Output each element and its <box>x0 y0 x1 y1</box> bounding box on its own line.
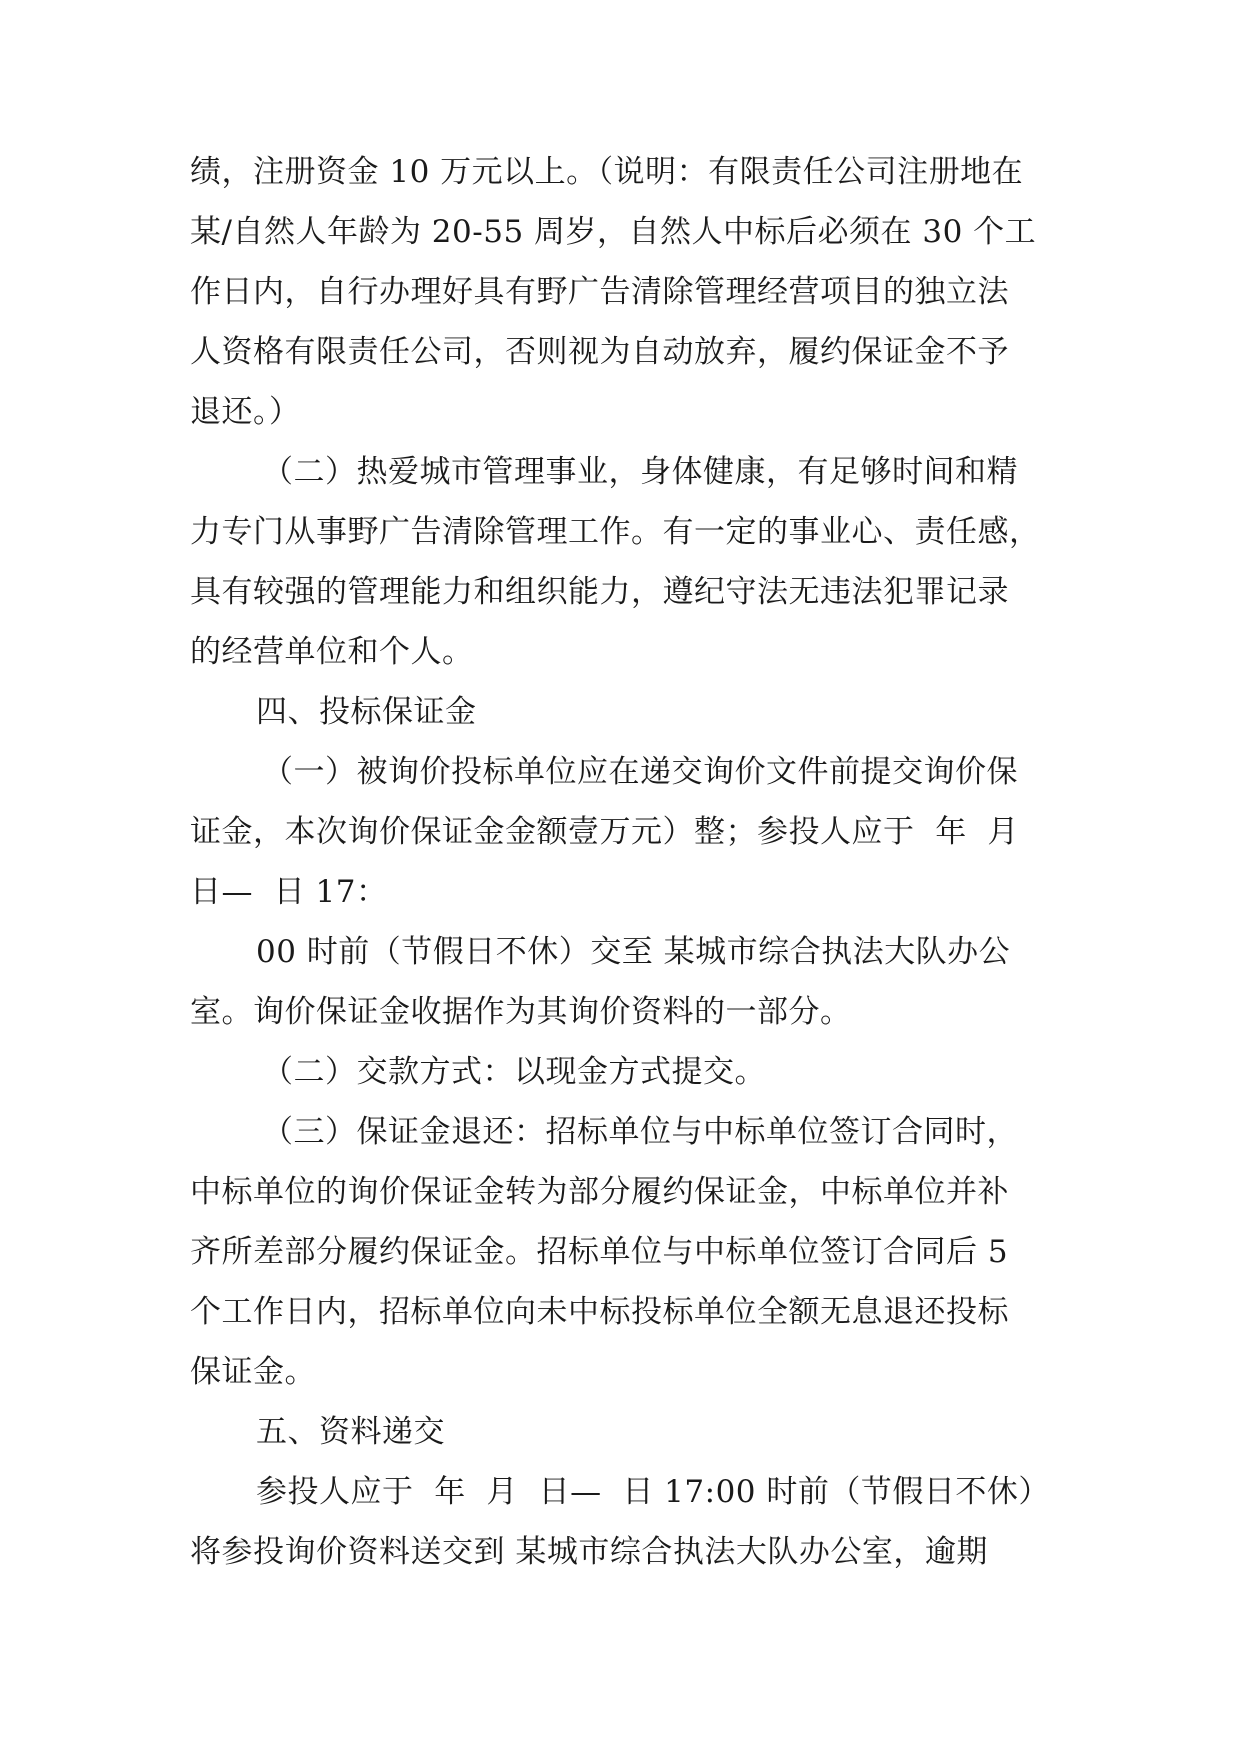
section-4-item-1-line-4: 00 时前（节假日不休）交至 某城市综合执法大队办公 <box>256 934 1011 970</box>
section-4-item-1-line-3: 日— 日 17： <box>190 874 388 910</box>
section-4-item-1-line-5: 室。询价保证金收据作为其询价资料的一部分。 <box>190 994 852 1030</box>
section-4-item-3-line-5: 保证金。 <box>190 1354 316 1390</box>
text-line-1: 绩，注册资金 10 万元以上。（说明：有限责任公司注册地在 <box>190 154 1024 190</box>
section-5-line-2: 将参投询价资料送交到 某城市综合执法大队办公室，逾期 <box>190 1534 988 1570</box>
text-line-5: 退还。） <box>190 394 301 430</box>
section-5-line-1: 参投人应于 年 月 日— 日 17:00 时前（节假日不休） <box>256 1474 1050 1510</box>
paragraph-2-line-4: 的经营单位和个人。 <box>190 634 474 670</box>
section-4-item-1-line-2: 证金，本次询价保证金金额壹万元）整；参投人应于 年 月 <box>190 814 1019 850</box>
section-4-item-3-line-3: 齐所差部分履约保证金。招标单位与中标单位签订合同后 5 <box>190 1234 1009 1270</box>
paragraph-2-line-2: 力专门从事野广告清除管理工作。有一定的事业心、责任感， <box>190 514 1041 550</box>
section-heading-4: 四、投标保证金 <box>256 694 477 730</box>
section-4-item-1-line-1: （一）被询价投标单位应在递交询价文件前提交询价保 <box>262 754 1018 790</box>
text-line-2: 某/自然人年龄为 20-55 周岁，自然人中标后必须在 30 个工 <box>190 214 1037 250</box>
section-4-item-3-line-4: 个工作日内，招标单位向未中标投标单位全额无息退还投标 <box>190 1294 1009 1330</box>
paragraph-2-line-3: 具有较强的管理能力和组织能力，遵纪守法无违法犯罪记录 <box>190 574 1009 610</box>
section-4-item-3-line-1: （三）保证金退还：招标单位与中标单位签订合同时， <box>262 1114 1018 1150</box>
paragraph-2-line-1: （二）热爱城市管理事业，身体健康，有足够时间和精 <box>262 454 1018 490</box>
section-4-item-3-line-2: 中标单位的询价保证金转为部分履约保证金，中标单位并补 <box>190 1174 1009 1210</box>
section-heading-5: 五、资料递交 <box>256 1414 445 1450</box>
section-4-item-2: （二）交款方式：以现金方式提交。 <box>262 1054 766 1090</box>
text-line-4: 人资格有限责任公司，否则视为自动放弃，履约保证金不予 <box>190 334 1009 370</box>
text-line-3: 作日内，自行办理好具有野广告清除管理经营项目的独立法 <box>190 274 1009 310</box>
